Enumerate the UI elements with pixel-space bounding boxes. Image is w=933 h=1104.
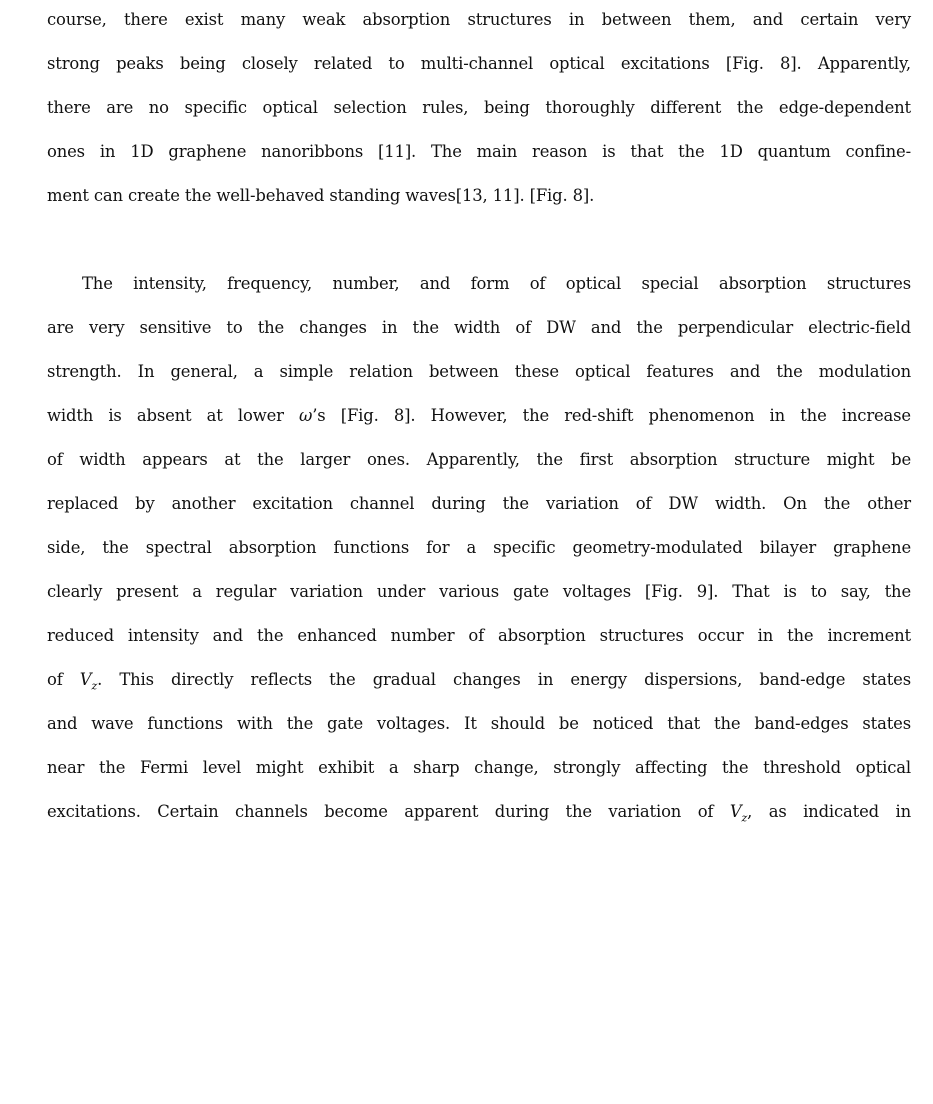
text-line: width is absent at lower ω’s [Fig. 8]. However, the red-shift phenomenon in the increase xyxy=(47,406,911,425)
text-line: are very sensitive to the changes in the width of DW and the perpendicular electric-field xyxy=(47,318,911,337)
text-line: ment can create the well-behaved standing waves[13, 11]. [Fig. 8]. xyxy=(47,186,595,205)
text-line: strength. In general, a simple relation between these optical features and the modulation xyxy=(47,362,911,381)
text-line: The intensity, frequency, number, and form of optical special absorption structures xyxy=(82,274,911,293)
text-line: reduced intensity and the enhanced number of absorption structures occur in the increment xyxy=(47,626,911,645)
text-line: of width appears at the larger ones. Apparently, the first absorption structure might be xyxy=(47,450,911,469)
text-line: excitations. Certain channels become apparent during the variation of $V_z$, as indicated in xyxy=(47,802,911,825)
text-line: near the Fermi level might exhibit a sharp change, strongly affecting the threshold optical xyxy=(47,758,911,777)
text-line: there are no specific optical selection rules, being thoroughly different the edge-dependent xyxy=(47,98,911,117)
text-line: strong peaks being closely related to multi-channel optical excitations [Fig. 8]. Apparently, xyxy=(47,54,911,73)
text-line: and wave functions with the gate voltages. It should be noticed that the band-edges states xyxy=(47,714,911,733)
text-line: replaced by another excitation channel during the variation of DW width. On the other xyxy=(47,494,911,513)
text-line: clearly present a regular variation under various gate voltages [Fig. 9]. That is to say, the xyxy=(47,582,911,601)
text-line: of $V_z$. This directly reflects the gradual changes in energy dispersions, band-edge states xyxy=(47,670,911,693)
text-line: side, the spectral absorption functions for a specific geometry-modulated bilayer graphene xyxy=(47,538,911,557)
text-line: course, there exist many weak absorption structures in between them, and certain very xyxy=(47,10,911,29)
text-line: ones in 1D graphene nanoribbons [11]. The main reason is that the 1D quantum confine- xyxy=(47,142,911,161)
